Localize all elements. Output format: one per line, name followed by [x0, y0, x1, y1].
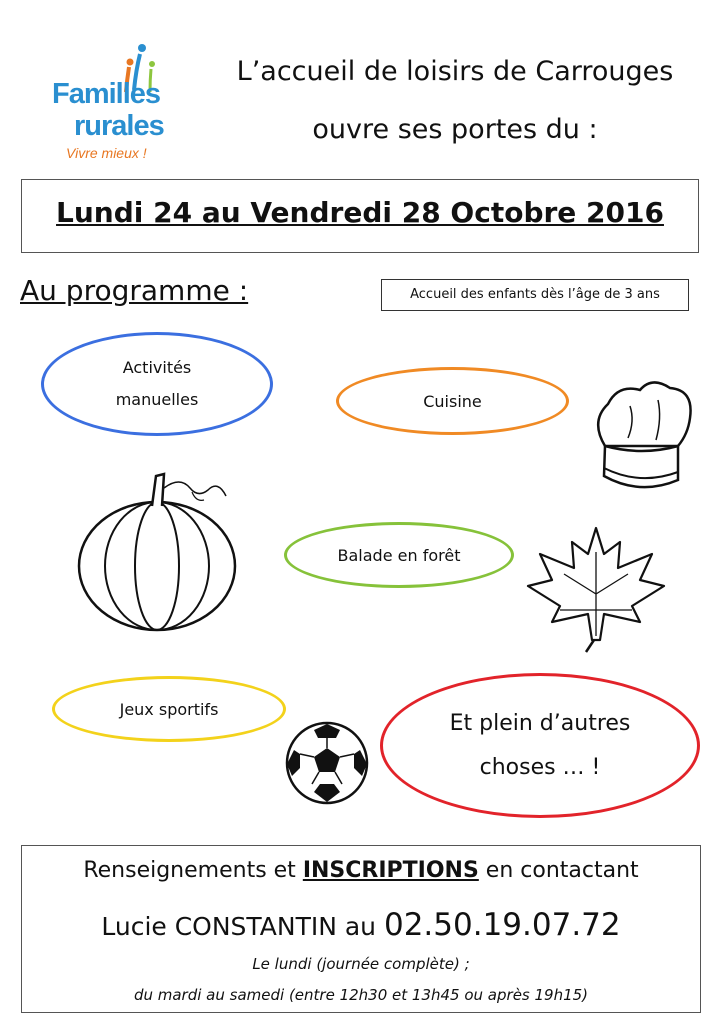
activity-cooking-label: Cuisine: [423, 391, 482, 411]
activity-cooking-oval: [336, 367, 569, 435]
soccer-ball-icon: [284, 720, 370, 806]
contact-hours-monday: Le lundi (journée complète) ;: [252, 955, 470, 973]
chef-hat-icon: [590, 376, 700, 496]
activity-more-line2: choses … !: [479, 754, 601, 780]
activity-more-oval: [380, 673, 700, 818]
programme-heading: Au programme :: [20, 274, 249, 307]
contact-line1-a: Renseignements et: [83, 858, 303, 883]
contact-line-1: [21, 858, 701, 883]
activity-sports-label: Jeux sportifs: [119, 699, 219, 719]
activity-manual-line1: Activités: [122, 358, 192, 377]
contact-line-2: [21, 907, 701, 943]
familles-rurales-logo: [48, 40, 188, 165]
activity-forest-label: Balade en forêt: [337, 545, 461, 565]
logo-tagline: Vivre mieux !: [66, 145, 147, 161]
title-line-2: ouvre ses portes du :: [312, 114, 598, 145]
activity-more-line1: Et plein d’autres: [449, 710, 631, 736]
logo-word-1: Familles: [52, 78, 161, 110]
activity-manual-oval: [41, 332, 273, 436]
activity-sports-oval: [52, 676, 286, 742]
age-note: Accueil des enfants dès l’âge de 3 ans: [381, 279, 689, 311]
contact-phone: 02.50.19.07.72: [383, 907, 621, 943]
inscriptions-label: INSCRIPTIONS: [302, 858, 479, 883]
dates-text: Lundi 24 au Vendredi 28 Octobre 2016: [56, 196, 664, 229]
activity-manual-line2: manuelles: [115, 390, 199, 409]
pumpkin-icon: [72, 466, 242, 636]
contact-line1-c: en contactant: [478, 858, 639, 883]
contact-name: Lucie CONSTANTIN au: [101, 912, 384, 941]
activity-forest-oval: [284, 522, 514, 588]
maple-leaf-icon: [524, 524, 669, 654]
logo-word-2: rurales: [74, 110, 164, 142]
title-line-1: L’accueil de loisirs de Carrouges: [236, 56, 674, 87]
contact-hours-weekdays: du mardi au samedi (entre 12h30 et 13h45 ou après 19h15): [133, 986, 589, 1004]
